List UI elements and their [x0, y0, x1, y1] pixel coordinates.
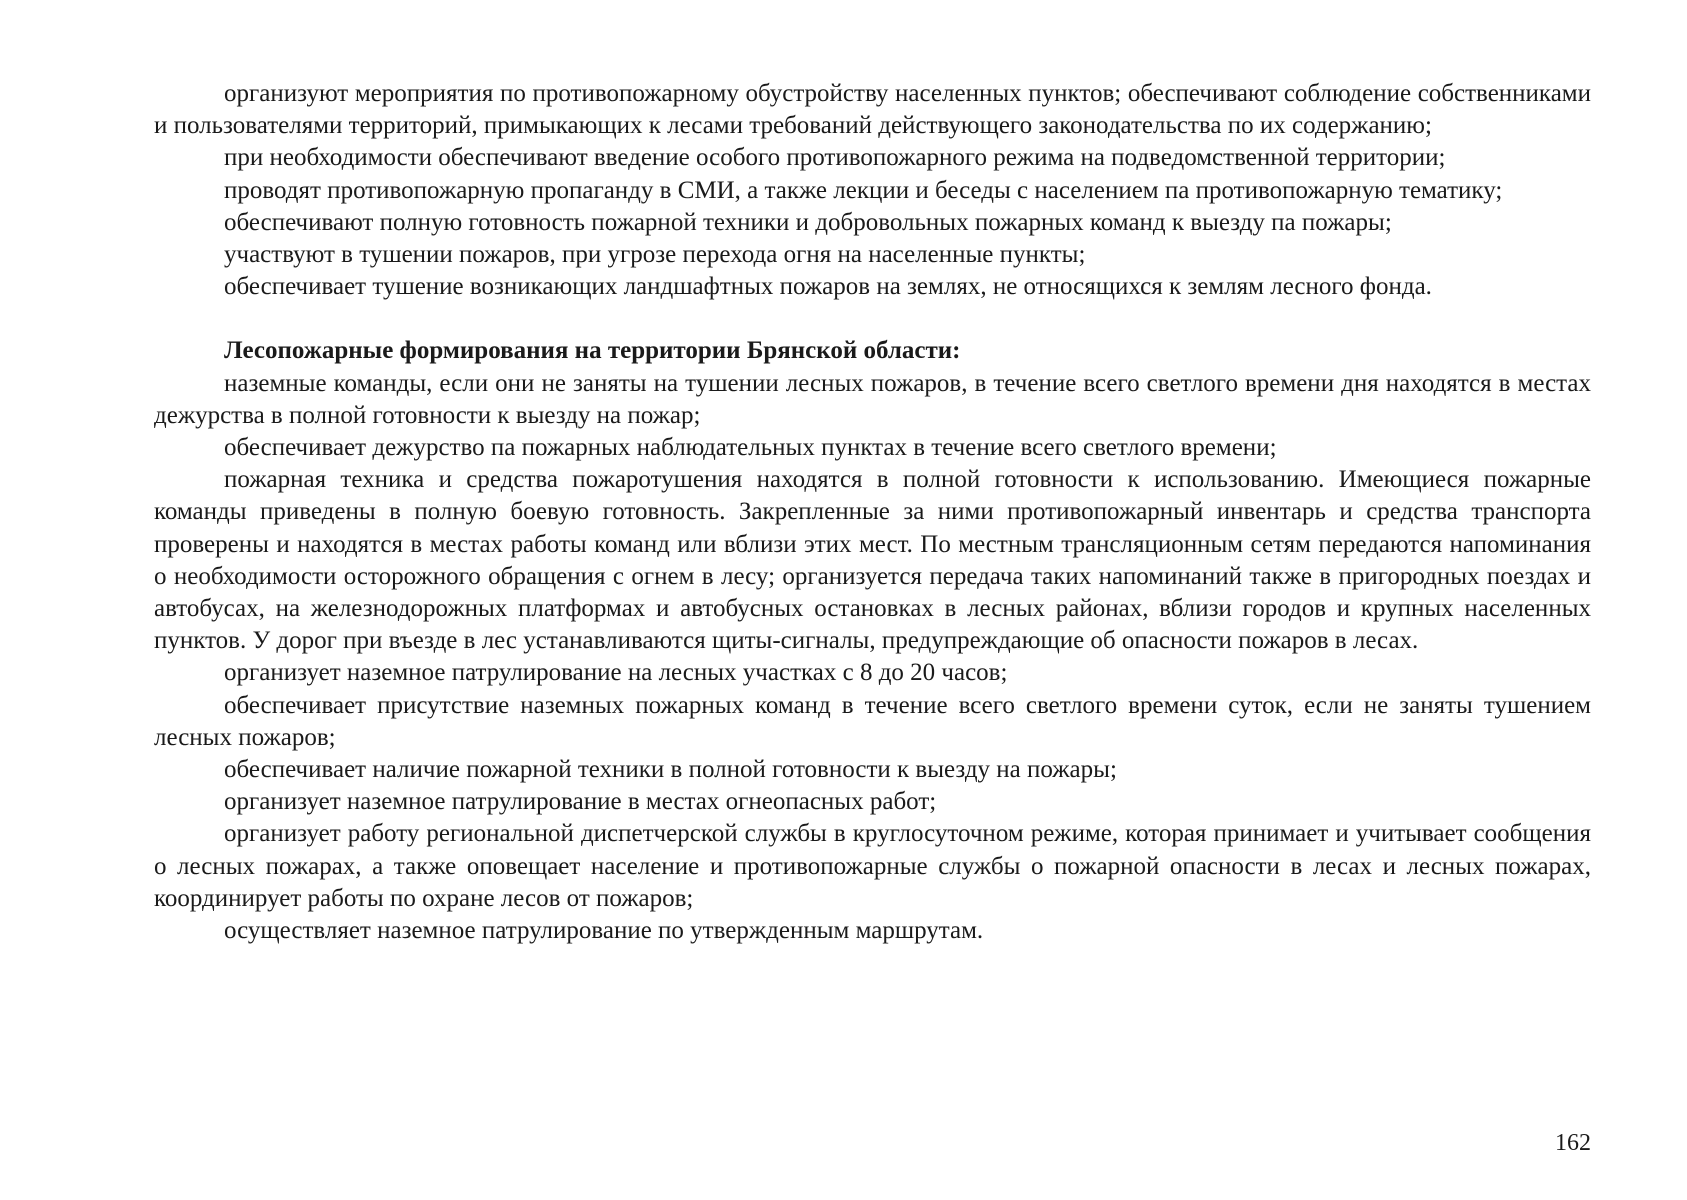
paragraph: обеспечивает дежурство па пожарных наблюдательных пунктах в течение всего светлого времени;	[224, 434, 1277, 462]
paragraph: обеспечивает тушение возникающих ландшафтных пожаров на землях, не относящихся к землям лесного фонда.	[224, 273, 1432, 301]
paragraph: организуют мероприятия по противопожарному обустройству населенных пунктов; обеспечивают соблюдение собственниками и пользователями территорий, примыкающих к лесами требований действующего законодательства по их содержанию;	[154, 80, 1591, 140]
section-heading: Лесопожарные формирования на территории Брянской области:	[224, 337, 961, 365]
section-spacer	[154, 303, 1591, 335]
paragraph: обеспечивает присутствие наземных пожарных команд в течение всего светлого времени суток, если не заняты тушением лесных пожаров;	[154, 691, 1591, 751]
paragraph: обеспечивает наличие пожарной техники в полной готовности к выезду на пожары;	[224, 756, 1117, 784]
paragraph: организует наземное патрулирование в местах огнеопасных работ;	[224, 788, 937, 816]
paragraph: пожарная техника и средства пожаротушения находятся в полной готовности к использованию. Имеющиеся пожарные команды приведены в полную боевую готовность. Закрепленные за ними противопожарный инвентарь и средства транспорта проверены и находятся в местах работы команд или вблизи этих мест. По местным трансляционным сетям передаются напоминания о необходимости осторожного обращения с огнем в лесу; организуется передача таких напоминаний также в пригородных поездах и автобусах, на железнодорожных платформах и автобусных остановках в лесных районах, вблизи городов и крупных населенных пунктов. У дорог при въезде в лес устанавливаются щиты-сигналы, предупреждающие об опасности пожаров в лесах.	[154, 466, 1591, 655]
paragraph: участвуют в тушении пожаров, при угрозе перехода огня на населенные пункты;	[224, 241, 1086, 269]
paragraph: обеспечивают полную готовность пожарной техники и добровольных пожарных команд к выезду па пожары;	[224, 208, 1392, 236]
paragraph: организует работу региональной диспетчерской службы в круглосуточном режиме, которая принимает и учитывает сообщения о лесных пожарах, а также оповещает население и противопожарные службы о пожарной опасности в лесах и лесных пожарах, координирует работы по охране лесов от пожаров;	[154, 820, 1591, 912]
document-body	[154, 78, 1591, 947]
paragraph: организует наземное патрулирование на лесных участках с 8 до 20 часов;	[224, 659, 1008, 687]
paragraph: проводят противопожарную пропаганду в СМИ, а также лекции и беседы с населением па противопожарную тематику;	[224, 176, 1503, 204]
paragraph: наземные команды, если они не заняты на тушении лесных пожаров, в течение всего светлого времени дня находятся в местах дежурства в полной готовности к выезду на пожар;	[154, 369, 1591, 429]
paragraph: при необходимости обеспечивают введение особого противопожарного режима на подведомственной территории;	[224, 144, 1446, 172]
page-number: 162	[1555, 1130, 1591, 1156]
paragraph: осуществляет наземное патрулирование по утвержденным маршрутам.	[224, 917, 984, 945]
